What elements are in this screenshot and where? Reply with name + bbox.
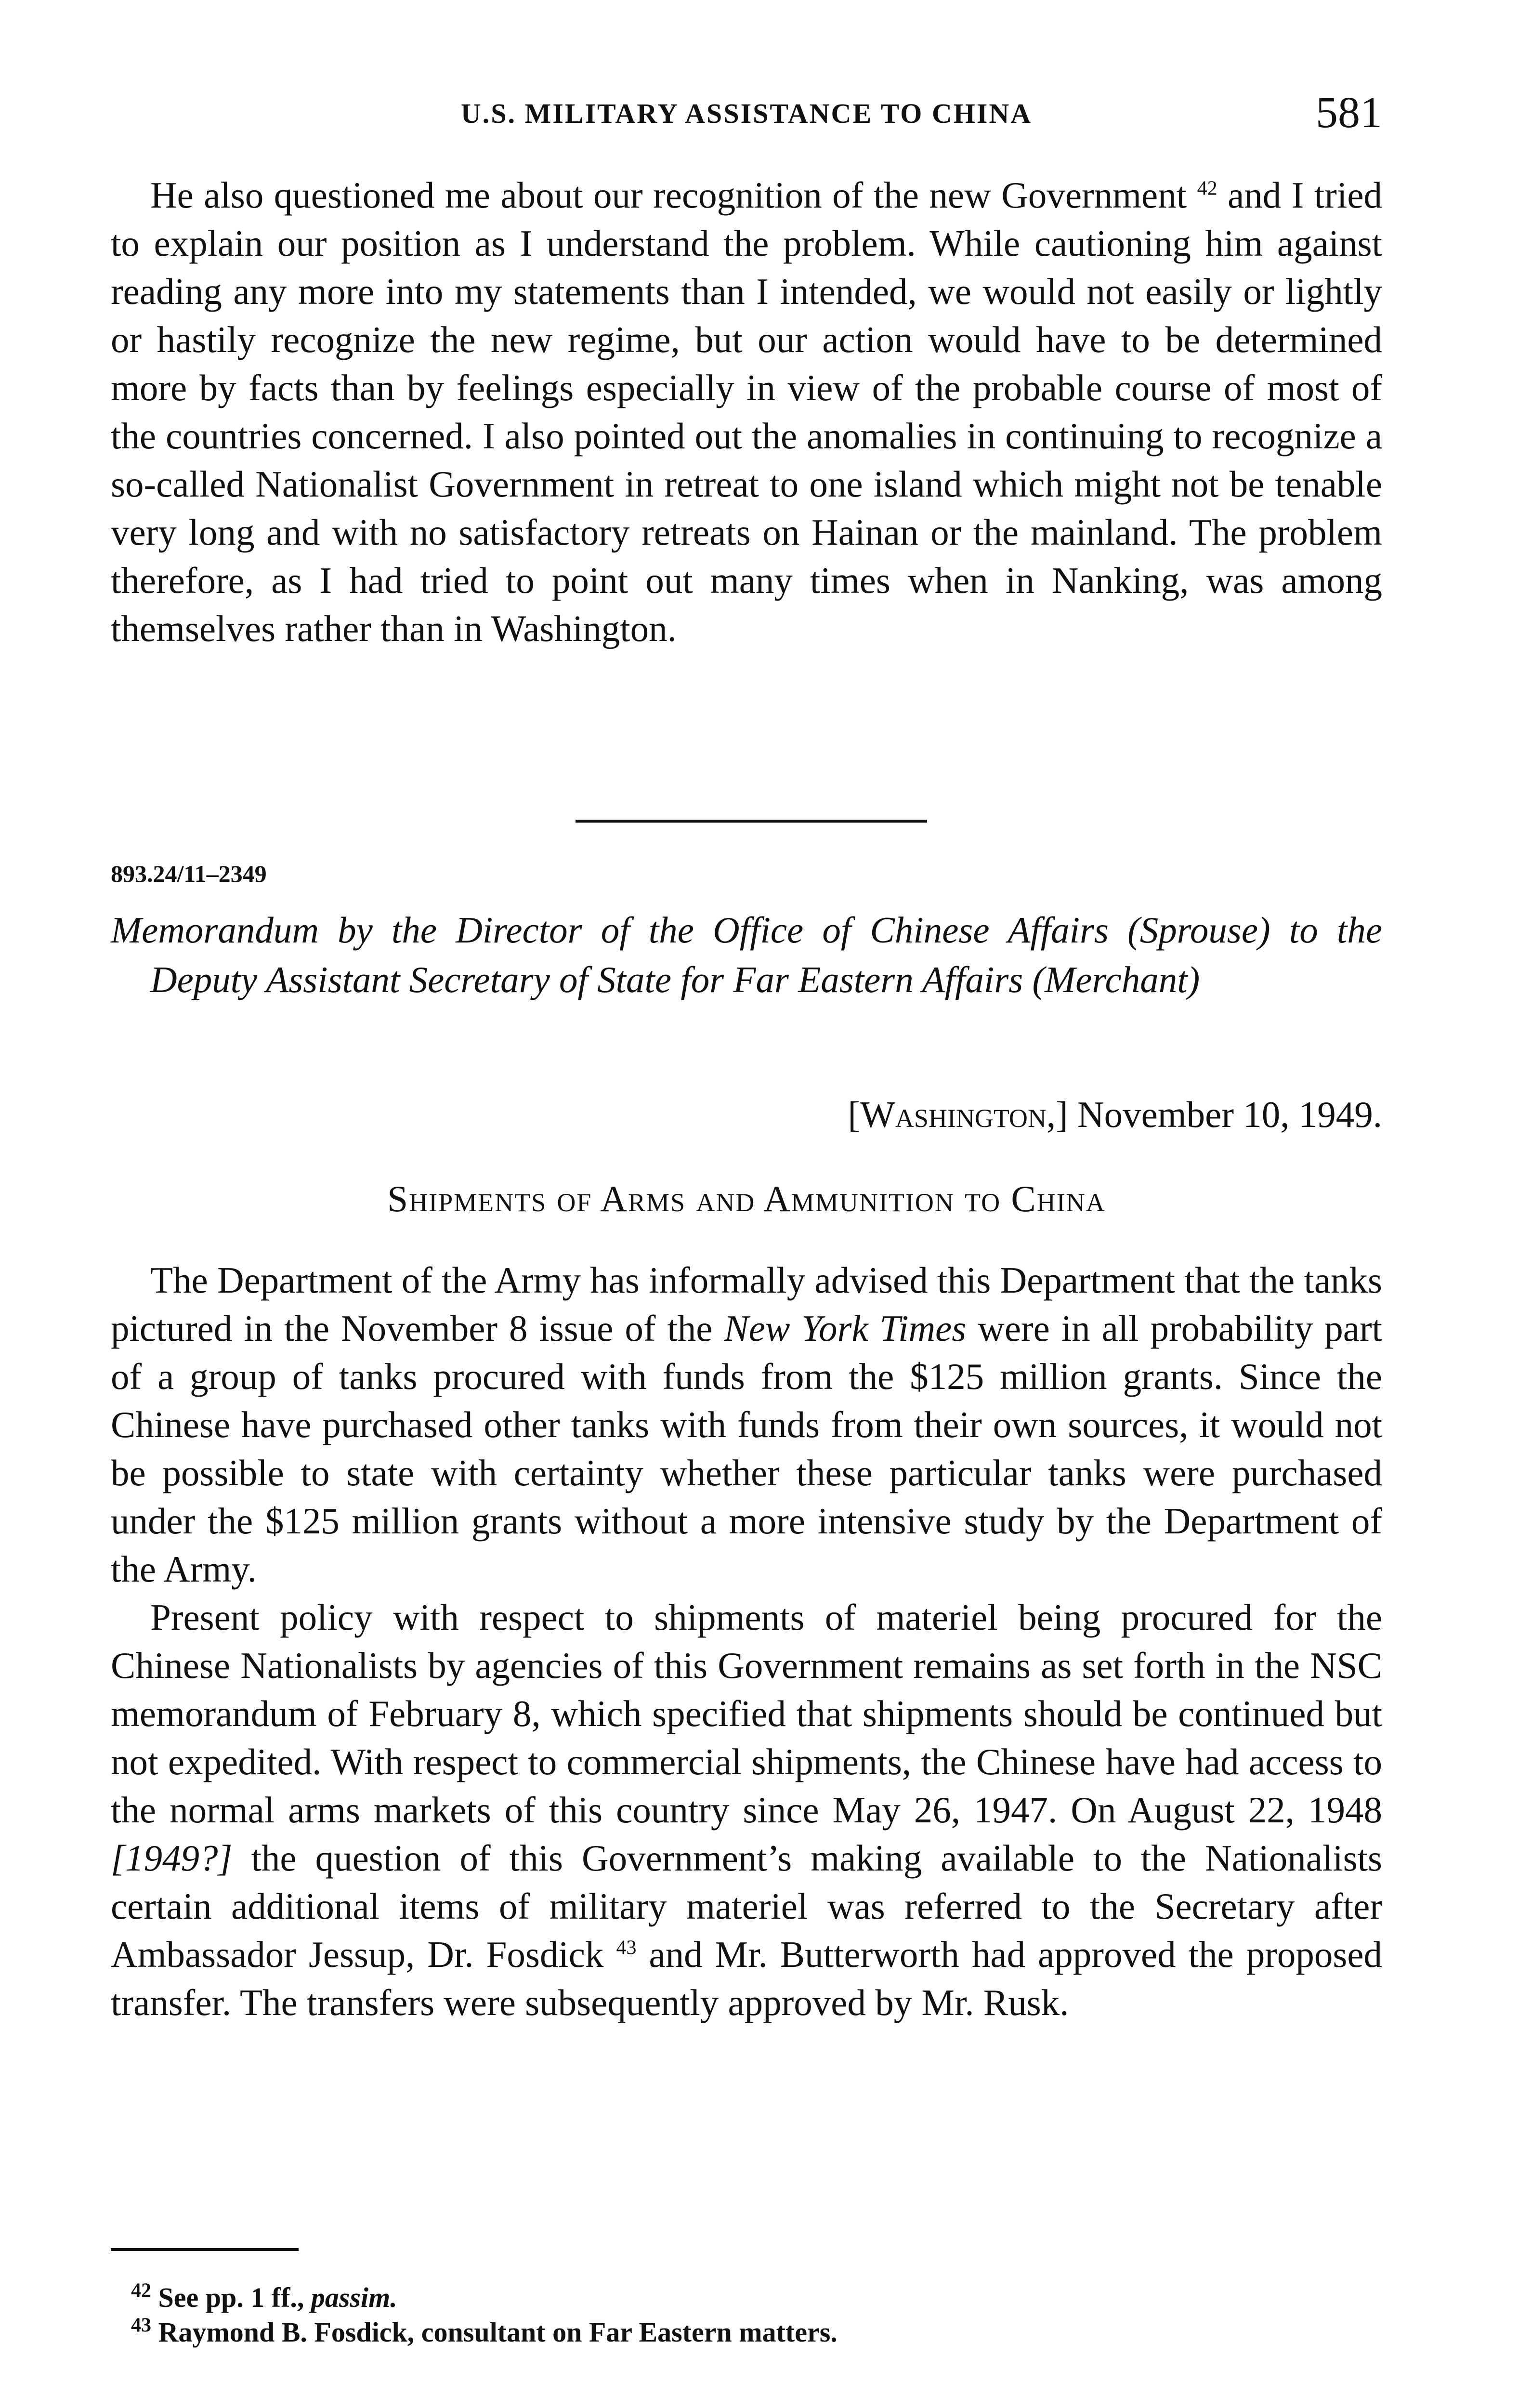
opening-text-a: He also questioned me about our recognition of the new Government <box>150 174 1187 216</box>
p2-text-b: the question of this Government’s making available to the Nationalists certain additional items of military materiel was referred to the Secretary after Ambassador Jessup, Dr. Fosdick <box>111 1837 1382 1975</box>
memo-body <box>111 1256 1382 2027</box>
page-header <box>111 87 1382 144</box>
page-number: 581 <box>1316 88 1382 137</box>
footnote-43-marker: 43 <box>131 2314 151 2337</box>
file-number: 893.24/11–2349 <box>111 860 267 887</box>
footnote-42-text: See pp. 1 ff., <box>158 2282 304 2313</box>
footnote-42-italic: passim. <box>311 2282 397 2313</box>
footnote-42 <box>131 2280 1335 2315</box>
opening-paragraph <box>111 171 1382 653</box>
p2-text-c: and Mr. Butterworth had approved the proposed transfer. The transfers were subsequently approved by Mr. Rusk. <box>111 1934 1383 2023</box>
body-paragraph-1 <box>111 1256 1382 1593</box>
footnote-42-marker: 42 <box>131 2279 151 2302</box>
opening-text-b: and I tried to explain our position as I understand the problem. While cautioning him against reading any more into my statements than I intended, we would not easily or lightly or hastily recognize the new regime, but our action would have to be determined more by facts than by feelings especially in view of the probable course of most of the countries concerned. I also pointed out the anomalies in continuing to recognize a so-called Nationalist Government in retreat to one island which might not be tenable very long and with no satisfactory retreats on Hainan or the mainland. The problem therefore, as I had tried to point out many times when in Nanking, was among themselves rather than in Washington. <box>111 174 1383 649</box>
memo-title-block <box>111 905 1382 1005</box>
p1-text-b: were in all probability part of a group of tanks procured with funds from the $125 million grants. Since the Chinese have purchased other tanks with funds from their own sources, it would not be possible to state with certainty whether these particular tanks were purchased under the $125 million grants without a more intensive study by the Department of the Army. <box>111 1308 1383 1590</box>
footnote-43-text: Raymond B. Fosdick, consultant on Far Eastern matters. <box>158 2316 838 2348</box>
section-divider <box>576 820 927 823</box>
year-correction: [1949?] <box>111 1837 233 1879</box>
dateline-place: [Washington,] <box>848 1094 1068 1135</box>
footnote-43 <box>131 2315 1335 2350</box>
p1-text-a: The Department of the Army has informally advised this Department that the tanks pictured in the November 8 issue of the <box>111 1259 1382 1349</box>
memo-title: Memorandum by the Director of the Office of Chinese Affairs (Sprouse) to the Deputy Assistant Secretary of State for Far Eastern Affairs (Merchant) <box>111 909 1382 1000</box>
memo-subject: Shipments of Arms and Ammunition to China <box>387 1178 1106 1219</box>
footnote-divider <box>111 2248 299 2251</box>
footnote-ref-43: 43 <box>616 1937 637 1959</box>
newspaper-title: New York Times <box>724 1308 967 1349</box>
opening-paragraph-block <box>111 171 1382 653</box>
footnotes <box>131 2280 1335 2350</box>
running-title: U.S. MILITARY ASSISTANCE TO CHINA <box>460 98 1033 129</box>
body-paragraph-2 <box>111 1593 1382 2027</box>
p2-text-a: Present policy with respect to shipments of materiel being procured for the Chinese Nationalists by agencies of this Government remains as set forth in the NSC memorandum of February 8, which specified that shipments should be continued but not expedited. With respect to commercial shipments, the Chinese have had access to the normal arms markets of this country since May 26, 1947. On August 22, 1948 <box>111 1597 1382 1831</box>
dateline-date: November 10, 1949. <box>1077 1094 1382 1135</box>
footnote-ref-42: 42 <box>1197 177 1217 200</box>
dateline <box>848 1093 1382 1136</box>
